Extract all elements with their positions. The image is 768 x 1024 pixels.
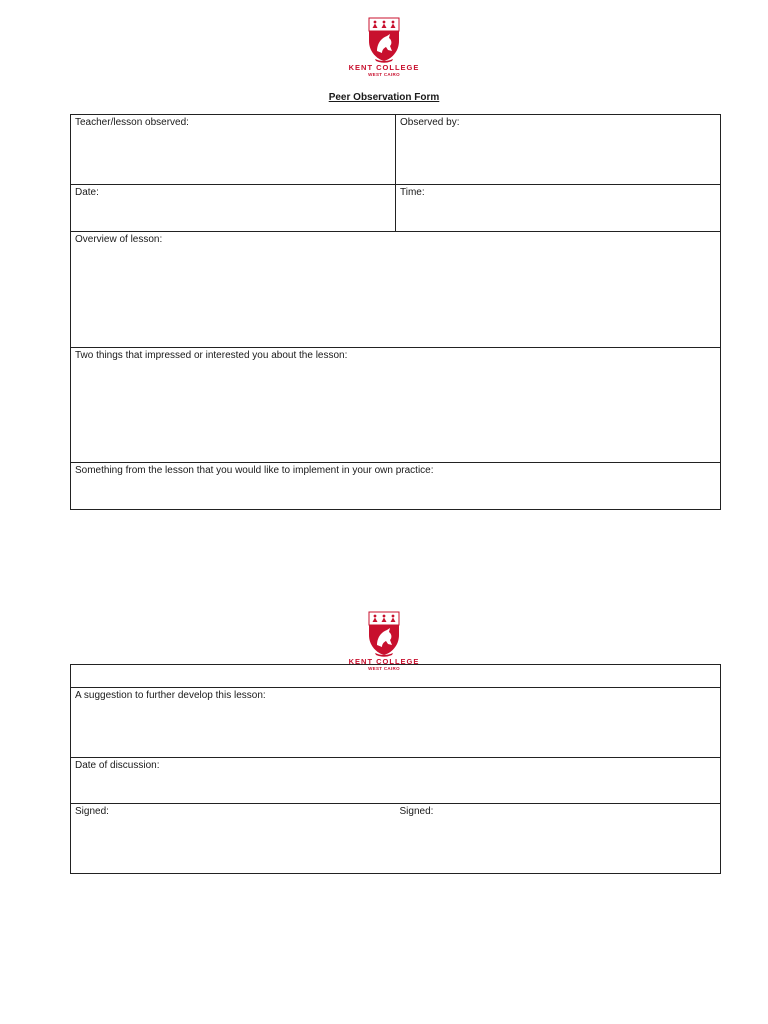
date-cell[interactable]	[71, 185, 396, 232]
signed-right-label: Signed:	[399, 806, 434, 817]
time-cell[interactable]	[396, 185, 721, 232]
logo-subtitle: WEST CAIRO	[368, 72, 400, 77]
date-of-discussion-cell[interactable]	[71, 758, 721, 804]
signed-right-cell[interactable]	[396, 804, 721, 874]
college-logo	[344, 15, 424, 78]
overview-label: Overview of lesson:	[75, 234, 163, 245]
two-things-label: Two things that impressed or interested you about the lesson:	[75, 350, 348, 361]
logo-subtitle: WEST CAIRO	[368, 666, 400, 671]
suggestion-label: A suggestion to further develop this lesson:	[75, 690, 266, 701]
implement-label: Something from the lesson that you would like to implement in your own practice:	[75, 465, 434, 476]
two-things-cell[interactable]	[71, 348, 721, 463]
teacher-lesson-label: Teacher/lesson observed:	[75, 117, 189, 128]
observation-form-table	[70, 114, 721, 510]
observed-by-cell[interactable]	[396, 115, 721, 185]
signed-left-cell[interactable]	[71, 804, 396, 874]
implement-cell[interactable]	[71, 463, 721, 510]
teacher-lesson-cell[interactable]	[71, 115, 396, 185]
logo-name: KENT COLLEGE	[348, 63, 420, 72]
college-logo-page2	[344, 609, 424, 672]
observed-by-label: Observed by:	[400, 117, 460, 128]
date-of-discussion-label: Date of discussion:	[75, 760, 160, 771]
crest-icon	[366, 609, 402, 657]
suggestion-cell[interactable]	[71, 688, 721, 758]
time-label: Time:	[400, 187, 425, 198]
logo-name: KENT COLLEGE	[348, 657, 420, 666]
overview-cell[interactable]	[71, 232, 721, 348]
date-label: Date:	[75, 187, 99, 198]
crest-icon	[366, 15, 402, 63]
discussion-form-table	[70, 664, 721, 874]
signed-left-label: Signed:	[75, 806, 109, 817]
form-title: Peer Observation Form	[328, 92, 440, 103]
header-blank-cell	[71, 665, 721, 688]
